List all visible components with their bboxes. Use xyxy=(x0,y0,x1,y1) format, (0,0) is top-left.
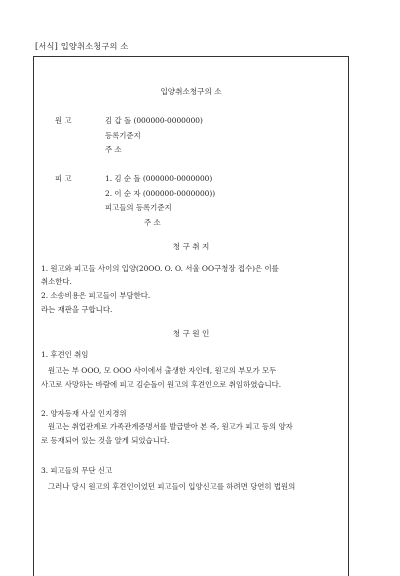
claim-purpose-line-2: 2. 소송비용은 피고들이 부담한다. xyxy=(41,291,151,300)
section-2-title: 2. 양자등재 사실 인지경위 xyxy=(41,409,127,418)
section-1-line-1: 원고는 부 OOO, 모 OOO 사이에서 출생한 자인데, 원고의 부모가 모두 xyxy=(48,366,277,375)
defendant-item-2: 2. 이 순 자 (000000-0000000)) xyxy=(105,189,216,198)
section-3-line-1: 그러나 당시 원고의 후견인이었던 피고들이 입양신고를 하려면 당연히 법원의 xyxy=(48,482,296,491)
document-title: 입양취소청구의 소 xyxy=(160,87,222,96)
plaintiff-name: 김 갑 돌 (000000-0000000) xyxy=(105,116,203,125)
claim-cause-heading: 청 구 원 인 xyxy=(172,329,210,338)
plaintiff-address: 주 소 xyxy=(105,145,122,154)
plaintiff-label: 원 고 xyxy=(55,116,72,125)
section-3-title: 3. 피고들의 무단 신고 xyxy=(41,466,113,475)
defendant-registry: 피고들의 등록기준지 xyxy=(105,203,172,212)
claim-purpose-heading: 청 구 취 지 xyxy=(172,242,210,251)
defendant-label: 피 고 xyxy=(55,174,72,183)
claim-purpose-line-1b: 취소한다. xyxy=(41,277,72,286)
claim-purpose-line-1: 1. 원고와 피고들 사이의 입양(20OO. O. O. 서울 OO구청장 접수)은 이를 xyxy=(41,264,279,273)
defendant-address: 주 소 xyxy=(144,218,161,227)
document-frame xyxy=(33,56,349,576)
section-1-title: 1. 후견인 취임 xyxy=(41,350,89,359)
document-caption: [서식] 입양취소청구의 소 xyxy=(35,41,129,51)
claim-purpose-line-3: 라는 재판을 구합니다. xyxy=(41,305,113,314)
plaintiff-registry: 등록기준지 xyxy=(105,131,141,140)
section-2-line-1: 원고는 취업관계로 가족관계증명서를 발급받아 본 즉, 원고가 피고 등의 양자 xyxy=(48,422,293,431)
defendant-item-1: 1. 김 순 돌 (000000-0000000) xyxy=(105,174,213,183)
section-2-line-2: 로 등재되어 있는 것을 알게 되었습니다. xyxy=(41,436,170,445)
section-1-line-2: 사고로 사망하는 바람에 피고 김순돌이 원고의 후견인으로 취임하였습니다. xyxy=(41,380,282,389)
